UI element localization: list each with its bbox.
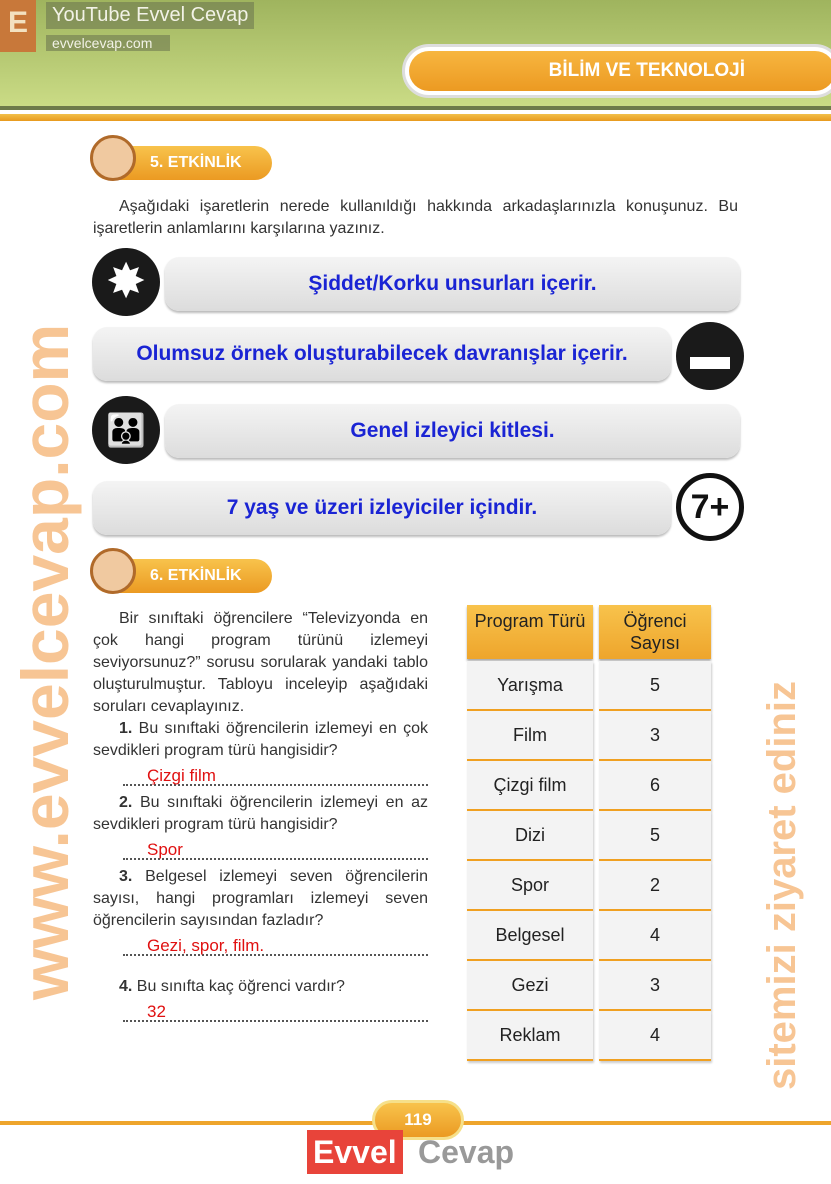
answer-text: Gezi, spor, film. [147, 936, 265, 955]
program-cell: Film [467, 711, 593, 761]
question-number: 2. [119, 794, 133, 811]
count-cell: 5 [599, 811, 711, 861]
child-mascot-icon [90, 135, 136, 181]
program-cell: Yarışma [467, 661, 593, 711]
answer-line[interactable] [123, 762, 428, 786]
sign-answer: Şiddet/Korku unsurları içerir. [165, 257, 740, 311]
sign-answer: 7 yaş ve üzeri izleyiciler içindir. [93, 481, 671, 535]
general-audience-icon: 👪 [92, 396, 160, 464]
age-7-plus-icon: 7+ [676, 473, 744, 541]
activity-6-badge: 6. ETKİNLİK [92, 559, 272, 593]
program-cell: Dizi [467, 811, 593, 861]
answer-line[interactable] [123, 998, 428, 1022]
answer-line[interactable] [123, 836, 428, 860]
activity-5-instructions: Aşağıdaki işaretlerin nerede kullanıldığı hakkında arkadaşlarınızla konuşunuz. Bu işaretlerin anlamlarını karşılarına yazınız. [93, 198, 738, 237]
page-number: 119 [372, 1100, 464, 1140]
questions [93, 608, 428, 1022]
answer-text: 32 [147, 1002, 166, 1021]
watermark-diagonal-2: sitemizi ziyaret ediniz [760, 680, 804, 1090]
count-cell: 6 [599, 761, 711, 811]
table-row [467, 661, 711, 711]
count-cell: 2 [599, 861, 711, 911]
watermark-logo: E [0, 0, 36, 52]
footer-logo: Evvel [307, 1130, 403, 1174]
program-cell: Reklam [467, 1011, 593, 1061]
program-cell: Spor [467, 861, 593, 911]
table-row [467, 1011, 711, 1061]
watermark-diagonal: www.evvelcevap.com [8, 323, 82, 1000]
sign-answer: Genel izleyici kitlesi. [165, 404, 740, 458]
child-mascot-icon [90, 548, 136, 594]
table-row [467, 711, 711, 761]
watermark-title: YouTube Evvel Cevap [46, 2, 254, 29]
count-cell: 3 [599, 711, 711, 761]
divider [0, 106, 831, 110]
question-number: 3. [119, 868, 133, 885]
divider [0, 114, 831, 121]
question-text: Bu sınıftaki öğrencilerin izlemeyi en az sevdikleri program türü hangisidir? [93, 794, 428, 833]
activity-5-badge: 5. ETKİNLİK [92, 146, 272, 180]
program-cell: Çizgi film [467, 761, 593, 811]
question-text: Bu sınıfta kaç öğrenci vardır? [136, 978, 345, 995]
count-cell: 5 [599, 661, 711, 711]
data-table [467, 661, 711, 1061]
question-text: Bu sınıftaki öğrencilerin izlemeyi en çok sevdikleri program türü hangisidir? [93, 720, 428, 759]
subject-banner [402, 44, 831, 98]
negative-example-icon: ▬ [676, 322, 744, 390]
footer-logo: Cevap [418, 1134, 515, 1170]
count-cell: 4 [599, 911, 711, 961]
watermark-url: evvelcevap.com [46, 35, 170, 51]
count-cell: 3 [599, 961, 711, 1011]
program-cell: Belgesel [467, 911, 593, 961]
question-number: 1. [119, 720, 133, 737]
table-row [467, 811, 711, 861]
table-row [467, 911, 711, 961]
table-row [467, 761, 711, 811]
table-header-count: Öğrenci Sayısı [599, 605, 711, 659]
answer-text: Çizgi film [147, 766, 216, 785]
program-cell: Gezi [467, 961, 593, 1011]
answer-text: Spor [147, 840, 183, 859]
table-row [467, 961, 711, 1011]
table-row [467, 861, 711, 911]
count-cell: 4 [599, 1011, 711, 1061]
question-number: 4. [119, 978, 133, 995]
answer-line[interactable] [123, 932, 428, 956]
subject-title: BİLİM VE TEKNOLOJİ [409, 51, 831, 91]
question-text: Belgesel izlemeyi seven öğrencilerin sayısı, hangi programları izlemeyi seven öğrencilerin sayısından fazladır? [93, 868, 429, 929]
table-header-program: Program Türü [467, 605, 593, 659]
activity-6-intro: Bir sınıftaki öğrencilere “Televizyonda en çok hangi program türünü izlemeyi seviyorsunuz?” sorusu sorularak yandaki tablo oluşturulmuştur. Tabloyu inceleyip aşağıdaki soruları cevaplayınız. [93, 610, 428, 715]
violence-icon: ✸ [92, 248, 160, 316]
sign-answer: Olumsuz örnek oluşturabilecek davranışlar içerir. [93, 327, 671, 381]
